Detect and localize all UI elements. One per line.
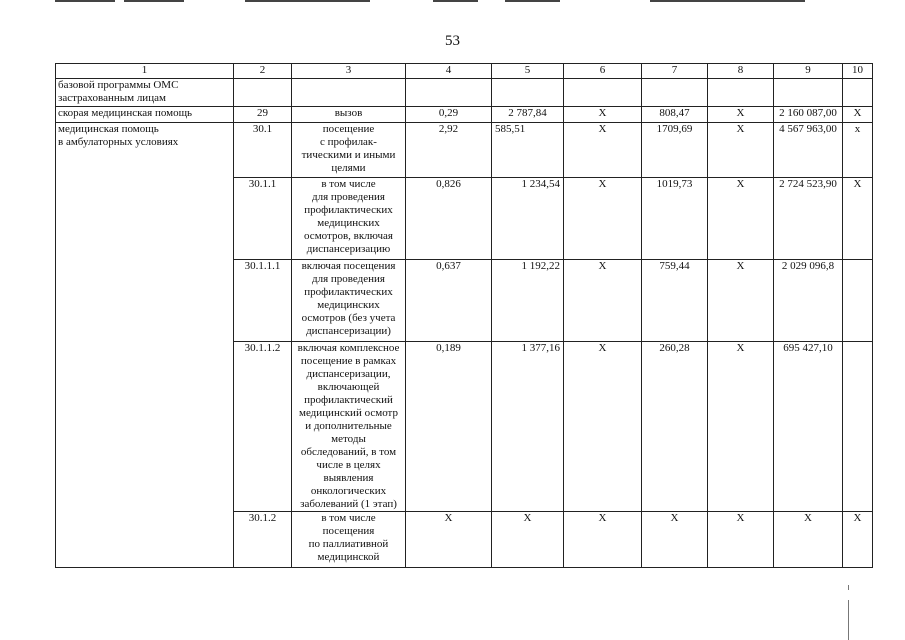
table-cell: X (564, 342, 642, 512)
table-cell: 0,637 (406, 260, 492, 342)
table-header-row (56, 64, 873, 79)
table-cell: X (564, 512, 642, 568)
table-cell: X (843, 178, 873, 260)
table-cell: 2 160 087,00 (774, 107, 843, 123)
table-cell: включая посещения для проведения профилактических медицинских осмотров (без учета диспансеризации) (292, 260, 406, 342)
table-cell: вызов (292, 107, 406, 123)
table-cell: X (774, 512, 843, 568)
header-cell: 5 (492, 64, 564, 79)
table-cell: 30.1.1.2 (234, 342, 292, 512)
table-cell: 2 029 096,8 (774, 260, 843, 342)
top-rule-2 (124, 0, 184, 2)
table-cell: в том числе для проведения профилактических медицинских осмотров, включая диспансеризацию (292, 178, 406, 260)
table-cell: X (708, 342, 774, 512)
top-rule-6 (650, 0, 805, 2)
table-cell: в том числе посещения по паллиативной медицинской (292, 512, 406, 568)
table-cell: медицинская помощь в амбулаторных условиях (56, 123, 234, 178)
table-cell (492, 79, 564, 107)
table-cell (234, 79, 292, 107)
table-cell: 1 192,22 (492, 260, 564, 342)
table-cell: 2 724 523,90 (774, 178, 843, 260)
side-rule-upper (848, 585, 849, 590)
table-cell: 29 (234, 107, 292, 123)
table-cell: 30.1.2 (234, 512, 292, 568)
table-cell: 0,826 (406, 178, 492, 260)
table-cell: X (564, 123, 642, 178)
table-cell (642, 79, 708, 107)
table-cell (843, 79, 873, 107)
table-cell: X (708, 178, 774, 260)
table-cell: 30.1 (234, 123, 292, 178)
table-cell: 585,51 (492, 123, 564, 178)
table-row (56, 79, 873, 107)
table-cell: X (564, 107, 642, 123)
header-cell: 3 (292, 64, 406, 79)
table-cell (292, 79, 406, 107)
table-cell: X (492, 512, 564, 568)
top-rule-5 (505, 0, 560, 2)
table-cell: 30.1.1.1 (234, 260, 292, 342)
table-row (56, 512, 873, 568)
table-cell: X (564, 260, 642, 342)
table-cell: X (642, 512, 708, 568)
table-cell: X (406, 512, 492, 568)
header-cell: 8 (708, 64, 774, 79)
table-cell: 808,47 (642, 107, 708, 123)
table-row (56, 342, 873, 512)
table-cell (564, 79, 642, 107)
table-cell: 0,29 (406, 107, 492, 123)
data-table (55, 63, 873, 568)
table-cell: скорая медицинская помощь (56, 107, 234, 123)
header-cell: 4 (406, 64, 492, 79)
side-rule-lower (848, 600, 849, 640)
table-cell (56, 342, 234, 512)
header-cell: 9 (774, 64, 843, 79)
table-cell (406, 79, 492, 107)
page-number: 53 (445, 33, 460, 49)
table-cell (843, 342, 873, 512)
table-cell: 1 377,16 (492, 342, 564, 512)
table-row (56, 123, 873, 178)
table-cell: X (708, 512, 774, 568)
table-cell: 4 567 963,00 (774, 123, 843, 178)
table-cell: 2 787,84 (492, 107, 564, 123)
table-cell: 1709,69 (642, 123, 708, 178)
table-cell: 260,28 (642, 342, 708, 512)
table-cell: X (708, 260, 774, 342)
table-cell: X (708, 107, 774, 123)
table-cell: 2,92 (406, 123, 492, 178)
table-cell: X (843, 107, 873, 123)
header-cell: 6 (564, 64, 642, 79)
header-cell: 1 (56, 64, 234, 79)
table-cell: 759,44 (642, 260, 708, 342)
table-cell: x (843, 123, 873, 178)
table-cell (56, 260, 234, 342)
table-cell: X (843, 512, 873, 568)
table-cell (56, 512, 234, 568)
table-cell (774, 79, 843, 107)
header-cell: 10 (843, 64, 873, 79)
table-cell: 1 234,54 (492, 178, 564, 260)
table-row (56, 178, 873, 260)
header-cell: 7 (642, 64, 708, 79)
table-cell: 1019,73 (642, 178, 708, 260)
table-cell (708, 79, 774, 107)
table-cell: X (564, 178, 642, 260)
table-cell (843, 260, 873, 342)
table-cell: 0,189 (406, 342, 492, 512)
table-cell: посещение с профилак- тическими и иными целями (292, 123, 406, 178)
table-cell: базовой программы ОМС застрахованным лицам (56, 79, 234, 107)
table-row (56, 107, 873, 123)
header-cell: 2 (234, 64, 292, 79)
table-cell: 695 427,10 (774, 342, 843, 512)
top-rule-1 (55, 0, 115, 2)
table-cell: X (708, 123, 774, 178)
table-cell: 30.1.1 (234, 178, 292, 260)
table-cell (56, 178, 234, 260)
table-cell: включая комплексное посещение в рамках диспансеризации, включающей профилактический медицинский осмотр и дополнительные методы обследований, в том числе в целях выявления онкологических заболеваний (1 этап) (292, 342, 406, 512)
top-rule-4 (433, 0, 478, 2)
table-row (56, 260, 873, 342)
top-rule-3 (245, 0, 370, 2)
